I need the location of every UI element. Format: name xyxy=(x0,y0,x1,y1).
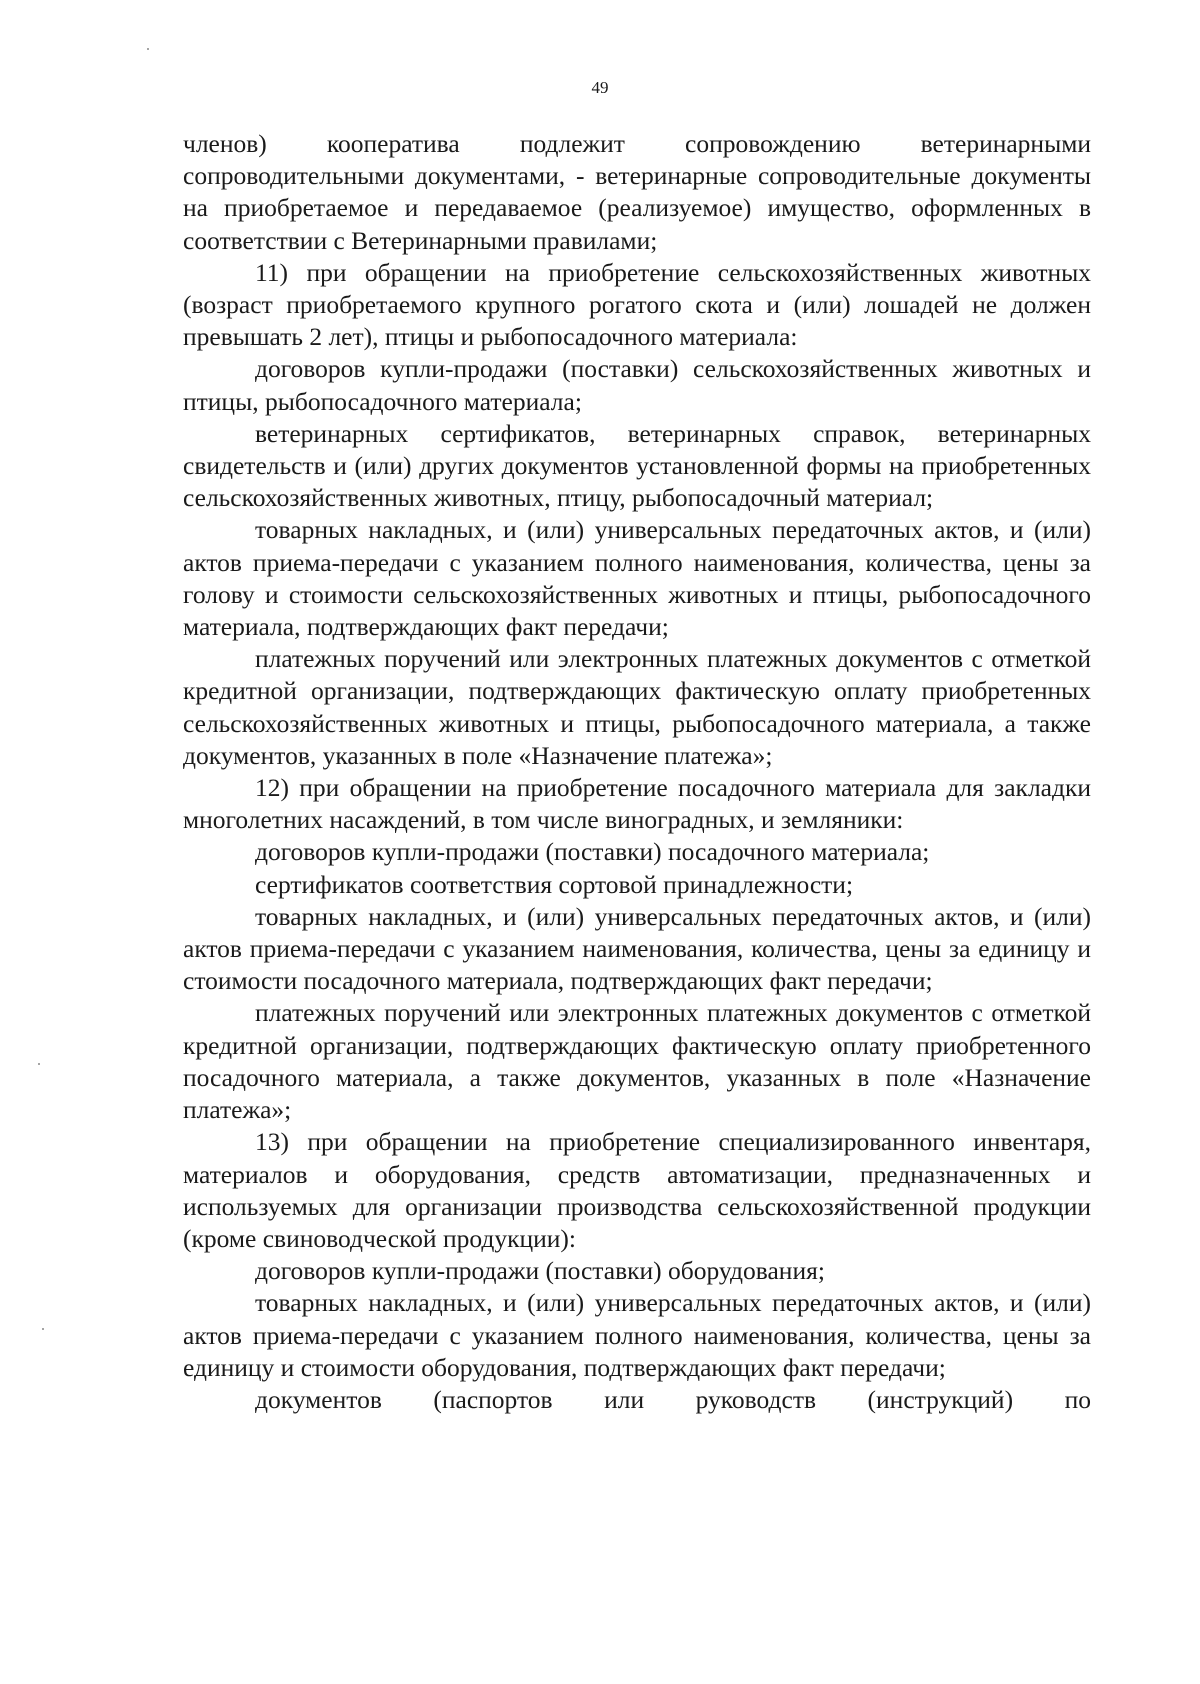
paragraph: сертификатов соответствия сортовой принадлежности; xyxy=(255,869,854,899)
paragraph: договоров купли-продажи (поставки) сельскохозяйственных животных и птицы, рыбопосадочного материала; xyxy=(183,354,1091,416)
page-number: 49 xyxy=(591,78,609,97)
paragraph: договоров купли-продажи (поставки) посадочного материала; xyxy=(255,837,930,867)
paragraph: платежных поручений или электронных платежных документов с отметкой кредитной организации, подтверждающих фактическую оплату приобретенного посадочного материала, а также документов, указанных в поле «Назначение платежа»; xyxy=(183,998,1091,1125)
paragraph: членов) кооператива подлежит сопровождению ветеринарными сопроводительными документами, - ветеринарные сопроводительные документы на приобретаемое и передаваемое (реализуемое) имущество, оформленных в соответствии с Ветеринарными правилами; xyxy=(183,129,1091,255)
paragraph: 11) при обращении на приобретение сельскохозяйственных животных (возраст приобретаемого крупного рогатого скота и (или) лошадей не должен превышать 2 лет), птицы и рыбопосадочного материала: xyxy=(183,257,1091,352)
paragraph: 12) при обращении на приобретение посадочного материала для закладки многолетних насаждений, в том числе виноградных, и земляники: xyxy=(183,773,1091,835)
paragraph: платежных поручений или электронных платежных документов с отметкой кредитной организации, подтверждающих фактическую оплату приобретенных сельскохозяйственных животных и птицы, рыбопосадочного материала, а также документов, указанных в поле «Назначение платежа»; xyxy=(183,644,1091,770)
paragraph: ветеринарных сертификатов, ветеринарных справок, ветеринарных свидетельств и (или) других документов установленной формы на приобретенных сельскохозяйственных животных, птицу, рыбопосадочный материал; xyxy=(183,418,1091,513)
scan-speck xyxy=(38,1063,40,1065)
paragraph: документов (паспортов или руководств (инструкций) по xyxy=(255,1384,1091,1414)
paragraph: товарных накладных, и (или) универсальных передаточных актов, и (или) актов приема-передачи с указанием наименования, количества, цены за единицу и стоимости посадочного материала, подтверждающих факт передачи; xyxy=(183,901,1091,996)
scan-speck xyxy=(42,1328,44,1330)
scan-speck xyxy=(147,48,149,50)
paragraph: товарных накладных, и (или) универсальных передаточных актов, и (или) актов приема-передачи с указанием полного наименования, количества, цены за голову и стоимости сельскохозяйственных животных и птицы, рыбопосадочного материала, подтверждающих факт передачи; xyxy=(183,515,1091,642)
paragraph: 13) при обращении на приобретение специализированного инвентаря, материалов и оборудования, средств автоматизации, предназначенных и используемых для организации производства сельскохозяйственной продукции (кроме свиноводческой продукции): xyxy=(183,1127,1091,1253)
paragraph: товарных накладных, и (или) универсальных передаточных актов, и (или) актов приема-передачи с указанием полного наименования, количества, цены за единицу и стоимости оборудования, подтверждающих факт передачи; xyxy=(183,1288,1091,1382)
paragraph: договоров купли-продажи (поставки) оборудования; xyxy=(255,1256,825,1286)
document-body xyxy=(183,128,1091,1416)
